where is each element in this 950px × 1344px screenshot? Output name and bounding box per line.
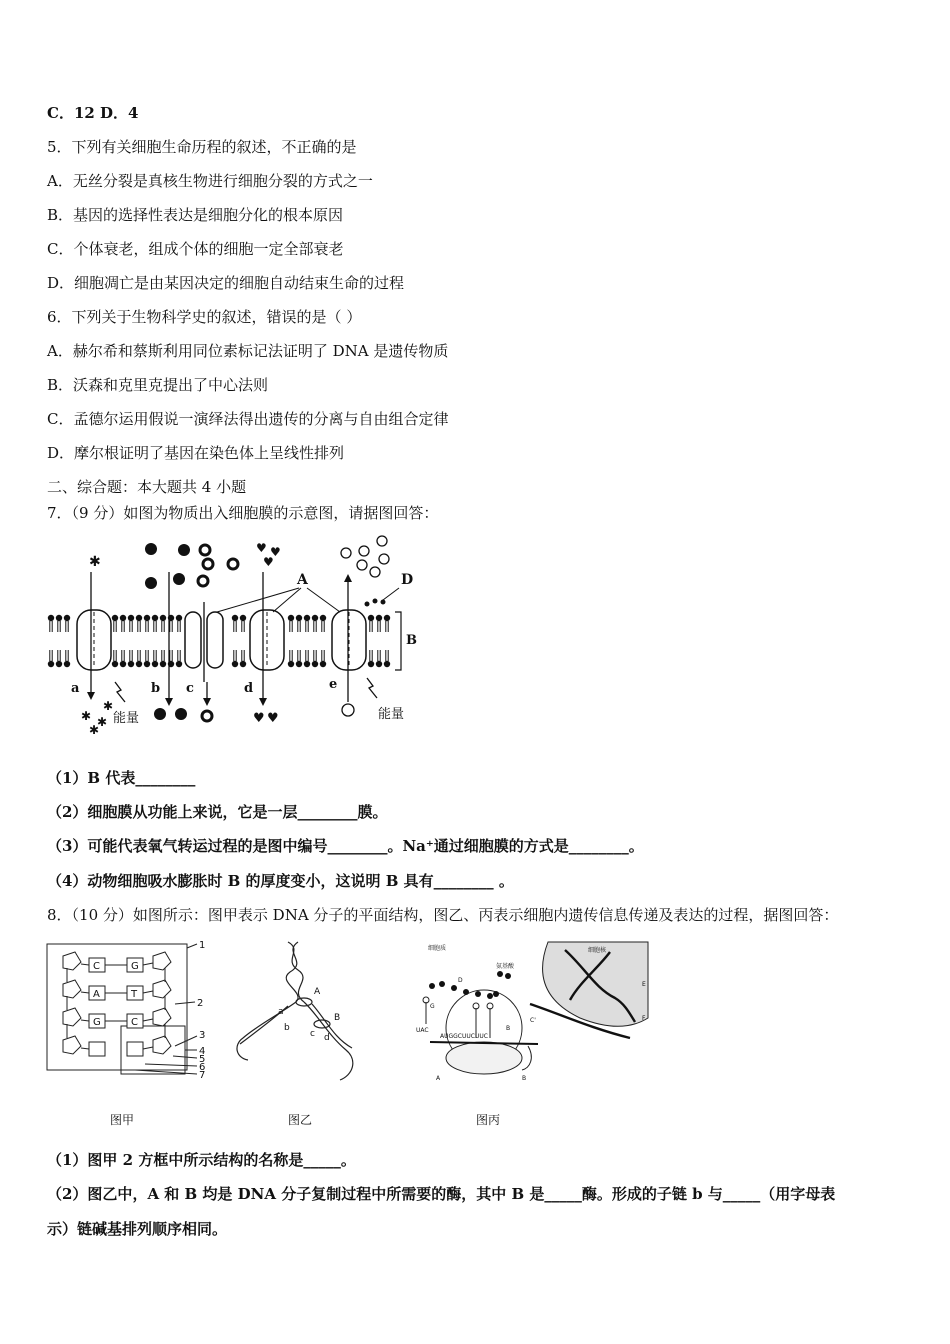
question-6: 6．下列关于生物科学史的叙述，错误的是（ ）	[47, 308, 362, 326]
svg-text:b: b	[151, 681, 161, 696]
q6-option-a: A．赫尔希和蔡斯利用同位素标记法证明了 DNA 是遗传物质	[47, 342, 449, 360]
caption-bing: 图丙	[476, 1113, 501, 1127]
q8-sub1: （1）图甲 2 方框中所示结构的名称是_____。	[47, 1151, 356, 1169]
svg-text:♥: ♥	[253, 711, 265, 726]
svg-text:C': C'	[530, 1017, 536, 1024]
svg-text:G: G	[430, 1003, 435, 1010]
question-5: 5．下列有关细胞生命历程的叙述，不正确的是	[47, 138, 357, 156]
svg-text:细胞核: 细胞核	[588, 947, 607, 954]
q6-option-b: B．沃森和克里克提出了中心法则	[47, 376, 269, 394]
q8-sub2-line2: 示）链碱基排列顺序相同。	[47, 1220, 228, 1238]
svg-text:氨基酸: 氨基酸	[496, 963, 515, 970]
q8-sub2-line1: （2）图乙中，A 和 B 均是 DNA 分子复制过程中所需要的酶，其中 B 是_____酶。形成的子链 b 与_____（用字母表	[47, 1185, 836, 1203]
figure-yi-dna-replication	[228, 940, 368, 1085]
svg-text:A: A	[436, 1075, 441, 1082]
svg-text:b: b	[284, 1023, 290, 1033]
svg-text:d: d	[244, 681, 254, 696]
svg-text:D: D	[458, 977, 463, 984]
svg-text:7: 7	[199, 1070, 206, 1081]
svg-text:C: C	[131, 1017, 138, 1028]
label-D: D	[401, 572, 414, 588]
svg-text:F: F	[642, 1015, 646, 1022]
q7-sub2: （2）细胞膜从功能上来说，它是一层________膜。	[47, 803, 388, 821]
q6-option-d: D．摩尔根证明了基因在染色体上呈线性排列	[47, 444, 345, 462]
channel-protein-c-left	[185, 612, 201, 668]
svg-text:4: 4	[199, 1046, 206, 1057]
svg-text:能量: 能量	[113, 711, 140, 726]
svg-text:3: 3	[199, 1030, 206, 1041]
svg-text:e: e	[329, 677, 338, 692]
svg-text:✱: ✱	[89, 723, 100, 737]
svg-text:♥: ♥	[263, 555, 274, 569]
svg-text:1: 1	[199, 940, 206, 951]
section-2-heading: 二、综合题：本大题共 4 小题	[47, 478, 247, 496]
svg-text:d: d	[324, 1033, 330, 1043]
svg-text:能量: 能量	[378, 707, 405, 722]
q7-sub4: （4）动物细胞吸水膨胀时 B 的厚度变小，这说明 B 具有________ 。	[47, 872, 514, 890]
svg-text:A: A	[93, 989, 100, 1000]
svg-text:G: G	[93, 1017, 101, 1028]
q5-option-c: C．个体衰老，组成个体的细胞一定全部衰老	[47, 240, 344, 258]
option-cd-line: C．12 D．4	[47, 104, 139, 122]
svg-text:c: c	[310, 1029, 315, 1039]
svg-text:B: B	[334, 1013, 341, 1023]
svg-text:6: 6	[199, 1062, 206, 1073]
svg-text:♥: ♥	[256, 541, 267, 555]
svg-text:E: E	[642, 981, 646, 988]
svg-text:C: C	[93, 961, 100, 972]
svg-text:A: A	[314, 987, 321, 997]
svg-text:a: a	[71, 681, 80, 696]
q5-option-b: B．基因的选择性表达是细胞分化的根本原因	[47, 206, 344, 224]
svg-text:✱: ✱	[103, 699, 114, 713]
svg-text:♥: ♥	[270, 545, 281, 559]
figure-jia-dna-structure	[45, 938, 215, 1088]
q6-option-c: C．孟德尔运用假说一演绎法得出遗传的分离与自由组合定律	[47, 410, 449, 428]
svg-text:♥: ♥	[267, 711, 279, 726]
q5-option-a: A．无丝分裂是真核生物进行细胞分裂的方式之一	[47, 172, 373, 190]
membrane-transport-figure	[45, 532, 425, 737]
channel-protein-c-right	[207, 612, 223, 668]
svg-text:AUGGCUUCUUC: AUGGCUUCUUC	[440, 1033, 488, 1040]
svg-text:细胞质: 细胞质	[428, 945, 447, 952]
question-8: 8．（10 分）如图所示：图甲表示 DNA 分子的平面结构，图乙、丙表示细胞内遗传信息传递及表达的过程，据图回答：	[47, 906, 839, 924]
svg-text:T: T	[131, 989, 138, 1000]
q5-option-d: D．细胞凋亡是由某因决定的细胞自动结束生命的过程	[47, 274, 405, 292]
svg-text:5: 5	[199, 1054, 206, 1065]
svg-text:a: a	[278, 1007, 284, 1017]
q7-sub3: （3）可能代表氧气转运过程的是图中编号________。Na⁺通过细胞膜的方式是________。	[47, 837, 644, 855]
question-7: 7．（9 分）如图为物质出入细胞膜的示意图，请据图回答：	[47, 504, 439, 522]
svg-text:✱: ✱	[81, 709, 92, 723]
svg-text:G: G	[131, 961, 139, 972]
caption-jia: 图甲	[110, 1113, 135, 1127]
svg-text:UAC: UAC	[416, 1027, 429, 1034]
svg-text:B: B	[522, 1075, 527, 1082]
svg-text:✱: ✱	[89, 554, 101, 570]
svg-text:✱: ✱	[97, 715, 108, 729]
label-A: A	[297, 572, 308, 588]
q7-sub1: （1）B 代表________	[47, 769, 196, 787]
label-B: B	[406, 633, 417, 648]
svg-text:c: c	[186, 681, 194, 696]
figure-bing-gene-expression	[410, 938, 650, 1088]
caption-yi: 图乙	[288, 1113, 313, 1127]
svg-text:B: B	[506, 1025, 511, 1032]
svg-text:2: 2	[197, 998, 204, 1009]
